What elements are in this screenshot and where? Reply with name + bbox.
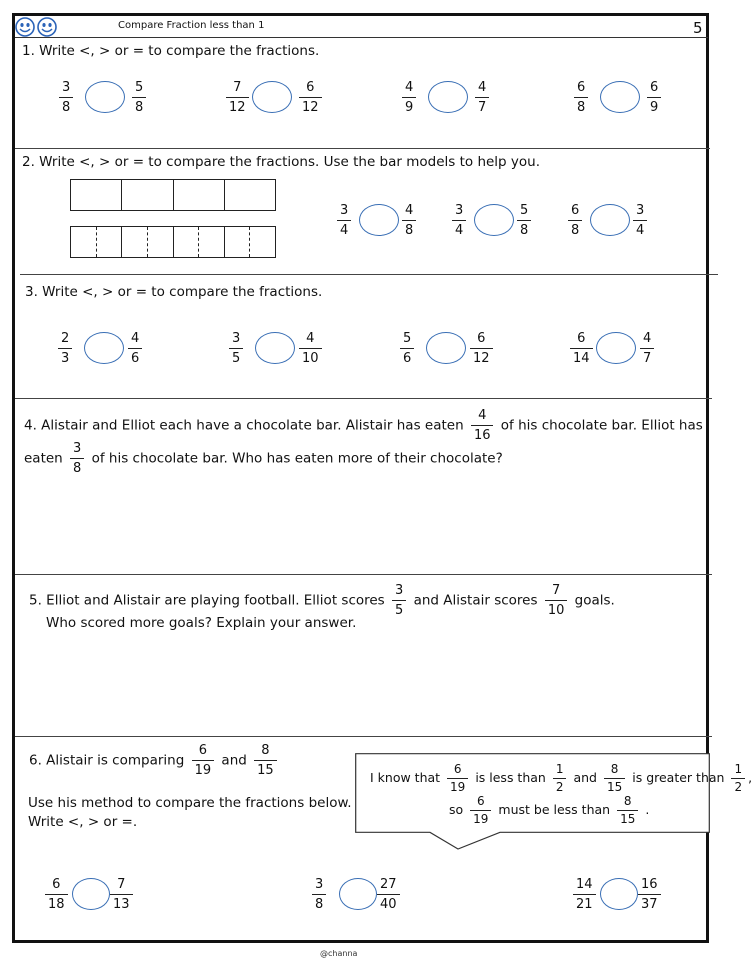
fraction — [452, 203, 466, 238]
question-5-line-2: Who scored more goals? Explain your answer. — [46, 615, 357, 631]
fraction — [45, 877, 68, 912]
fraction — [647, 80, 661, 115]
fraction — [299, 80, 322, 115]
callout-text: must be less than — [498, 802, 611, 817]
fraction — [470, 331, 493, 366]
fraction — [640, 331, 654, 366]
question-4-text: of his chocolate bar. Who has eaten more of their chocolate? — [91, 450, 503, 467]
answer-area[interactable] — [24, 640, 704, 732]
numerator: 6 — [477, 331, 486, 346]
numerator: 6 — [650, 80, 659, 95]
section-divider — [15, 398, 712, 399]
denominator: 9 — [405, 100, 414, 115]
numerator: 6 — [306, 80, 315, 95]
answer-circle[interactable] — [474, 204, 514, 236]
fraction: $\frac{3}{5}$ — [392, 583, 406, 618]
answer-circle[interactable] — [590, 204, 630, 236]
fraction: $\frac{6}{19}$ — [192, 743, 215, 778]
numerator: 16 — [641, 877, 658, 892]
denominator: 7 — [643, 351, 652, 366]
fraction — [574, 80, 588, 115]
callout-text: so — [449, 802, 464, 817]
answer-circle[interactable] — [85, 81, 125, 113]
denominator: 3 — [61, 351, 70, 366]
fraction — [58, 331, 72, 366]
header-divider — [15, 37, 708, 38]
fraction — [475, 80, 489, 115]
fraction — [229, 331, 243, 366]
question-4-line-2 — [24, 441, 503, 476]
fraction — [570, 331, 593, 366]
bar-model-quarters — [70, 179, 276, 211]
fraction — [517, 203, 531, 238]
denominator: 9 — [650, 100, 659, 115]
section-divider — [15, 574, 712, 575]
denominator: 14 — [573, 351, 590, 366]
page-number: 5 — [693, 19, 703, 37]
callout-text: is less than — [475, 770, 546, 785]
denominator: 10 — [302, 351, 319, 366]
fraction — [337, 203, 351, 238]
denominator: 4 — [340, 223, 349, 238]
answer-area[interactable] — [24, 475, 704, 570]
denominator: 8 — [405, 223, 414, 238]
method-callout — [355, 753, 752, 833]
callout-line-1 — [370, 763, 752, 794]
answer-circle[interactable] — [428, 81, 468, 113]
fraction — [377, 877, 400, 912]
section-divider — [20, 274, 718, 275]
numerator: 4 — [405, 203, 414, 218]
callout-text: I know that — [370, 770, 441, 785]
fraction: $\frac{1}{2}$ — [553, 763, 567, 794]
question-4-text: of his chocolate bar. Elliot has — [500, 417, 703, 434]
denominator: 5 — [232, 351, 241, 366]
answer-circle[interactable] — [600, 81, 640, 113]
answer-circle[interactable] — [596, 332, 636, 364]
numerator: 3 — [62, 80, 71, 95]
denominator: 4 — [636, 223, 645, 238]
answer-circle[interactable] — [359, 204, 399, 236]
denominator: 7 — [478, 100, 487, 115]
fraction: $\frac{7}{10}$ — [545, 583, 568, 618]
question-6-line-1 — [29, 743, 280, 778]
numerator: 6 — [571, 203, 580, 218]
smiley-icon — [15, 17, 35, 37]
smiley-icon — [37, 17, 57, 37]
fraction — [633, 203, 647, 238]
answer-circle[interactable] — [84, 332, 124, 364]
fraction — [132, 80, 146, 115]
worksheet-title: Compare Fraction less than 1 — [118, 20, 265, 31]
numerator: 7 — [233, 80, 242, 95]
numerator: 4 — [478, 80, 487, 95]
fraction — [638, 877, 661, 912]
denominator: 12 — [229, 100, 246, 115]
answer-circle[interactable] — [426, 332, 466, 364]
question-4-text: eaten — [24, 450, 63, 467]
numerator: 4 — [306, 331, 315, 346]
denominator: 8 — [571, 223, 580, 238]
question-5-text: 5. Elliot and Alistair are playing football. Elliot scores — [29, 592, 385, 609]
fraction — [312, 877, 326, 912]
denominator: 4 — [455, 223, 464, 238]
numerator: 5 — [135, 80, 144, 95]
fraction: $\frac{4}{16}$ — [471, 408, 494, 443]
answer-circle[interactable] — [600, 878, 638, 910]
denominator: 8 — [520, 223, 529, 238]
denominator: 6 — [131, 351, 140, 366]
section-divider — [15, 736, 712, 737]
question-6-line-2: Use his method to compare the fractions below. — [28, 795, 352, 811]
numerator: 3 — [315, 877, 324, 892]
denominator: 12 — [302, 100, 319, 115]
bar-model-eighths — [70, 226, 276, 258]
question-6-line-3: Write <, > or =. — [28, 814, 138, 830]
numerator: 14 — [576, 877, 593, 892]
fraction — [299, 331, 322, 366]
question-5-text: goals. — [574, 592, 615, 609]
fraction — [400, 331, 414, 366]
callout-text: is greater than — [632, 770, 725, 785]
answer-circle[interactable] — [72, 878, 110, 910]
numerator: 6 — [577, 331, 586, 346]
denominator: 12 — [473, 351, 490, 366]
denominator: 13 — [113, 897, 130, 912]
denominator: 8 — [315, 897, 324, 912]
question-2-prompt: 2. Write <, > or = to compare the fractions. Use the bar models to help you. — [22, 154, 541, 170]
denominator: 37 — [641, 897, 658, 912]
numerator: 7 — [117, 877, 126, 892]
section-divider — [15, 148, 710, 149]
fraction: $\frac{6}{19}$ — [470, 795, 491, 826]
fraction — [568, 203, 582, 238]
question-5-line-1 — [29, 583, 615, 618]
question-6-text: 6. Alistair is comparing — [29, 752, 185, 769]
numerator: 3 — [232, 331, 241, 346]
numerator: 6 — [577, 80, 586, 95]
numerator: 3 — [340, 203, 349, 218]
fraction: $\frac{8}{15}$ — [254, 743, 277, 778]
fraction: $\frac{8}{15}$ — [604, 763, 625, 794]
denominator: 8 — [135, 100, 144, 115]
question-4-text: 4. Alistair and Elliot each have a chocolate bar. Alistair has eaten — [24, 417, 464, 434]
question-3-prompt: 3. Write <, > or = to compare the fractions. — [25, 284, 323, 300]
numerator: 4 — [131, 331, 140, 346]
numerator: 27 — [380, 877, 397, 892]
denominator: 40 — [380, 897, 397, 912]
fraction — [128, 331, 142, 366]
numerator: 5 — [520, 203, 529, 218]
fraction — [59, 80, 73, 115]
fraction: $\frac{3}{8}$ — [70, 441, 84, 476]
answer-circle[interactable] — [252, 81, 292, 113]
numerator: 4 — [405, 80, 414, 95]
denominator: 18 — [48, 897, 65, 912]
footer-credit: @channa — [320, 949, 358, 958]
fraction — [110, 877, 133, 912]
numerator: 2 — [61, 331, 70, 346]
question-6-text: and — [221, 752, 247, 769]
fraction — [402, 203, 416, 238]
numerator: 4 — [643, 331, 652, 346]
numerator: 5 — [403, 331, 412, 346]
question-1-prompt: 1. Write <, > or = to compare the fractions. — [22, 43, 320, 59]
question-4-line-1 — [24, 408, 703, 443]
callout-text: . — [645, 802, 650, 817]
denominator: 8 — [577, 100, 586, 115]
question-5-text: and Alistair scores — [413, 592, 538, 609]
fraction — [402, 80, 416, 115]
denominator: 8 — [62, 100, 71, 115]
fraction: $\frac{1}{2}$ — [731, 763, 745, 794]
callout-text: , — [748, 770, 752, 785]
fraction — [573, 877, 596, 912]
fraction — [226, 80, 249, 115]
callout-line-2 — [449, 795, 649, 826]
fraction: $\frac{8}{15}$ — [617, 795, 638, 826]
answer-circle[interactable] — [255, 332, 295, 364]
numerator: 3 — [636, 203, 645, 218]
denominator: 6 — [403, 351, 412, 366]
denominator: 21 — [576, 897, 593, 912]
numerator: 6 — [52, 877, 61, 892]
numerator: 3 — [455, 203, 464, 218]
fraction: $\frac{6}{19}$ — [447, 763, 468, 794]
answer-circle[interactable] — [339, 878, 377, 910]
callout-text: and — [573, 770, 597, 785]
